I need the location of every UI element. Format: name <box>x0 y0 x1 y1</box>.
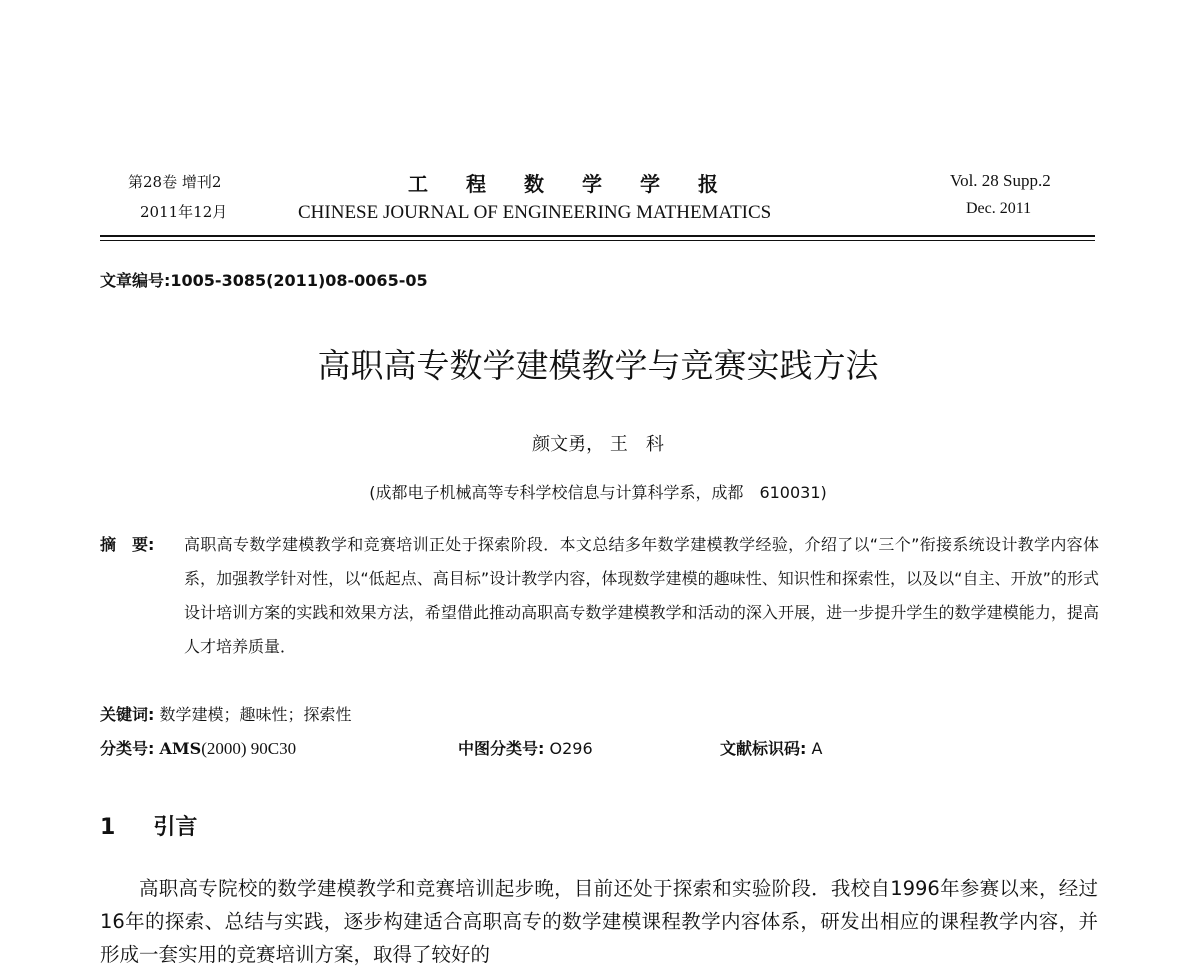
affiliation: (成都电子机械高等专科学校信息与计算科学系，成都 610031) <box>369 483 827 502</box>
date-en: Dec. 2011 <box>966 200 1032 217</box>
volume-info: 第28卷 增刊2 <box>128 173 222 191</box>
keywords-text: 数学建模；趣味性；探索性 <box>159 705 352 724</box>
clc-code: O296 <box>549 739 593 758</box>
header-rule <box>100 235 1095 237</box>
classification <box>100 736 296 759</box>
ams-label: AMS <box>159 739 202 758</box>
class-label: 分类号: <box>100 739 155 758</box>
abstract-label: 摘 要: <box>100 535 155 554</box>
doc-value: A <box>811 739 823 758</box>
section-heading <box>100 810 197 841</box>
clc <box>458 736 593 759</box>
section-number: 1 <box>100 815 116 840</box>
volume-en: Vol. 28 Supp.2 <box>950 171 1051 190</box>
abstract <box>100 528 1100 664</box>
body-text: 高职高专院校的数学建模教学和竞赛培训起步晚，目前还处于探索和实验阶段．我校自1996年参赛以来，经过16年的探索、总结与实践，逐步构建适合高职高专的数学建模课程教学内容体系，研发出相应的课程教学内容，并形成一套实用的竞赛培训方案，取得了较好的 <box>100 877 1098 966</box>
date-cn: 2011年12月 <box>140 203 228 221</box>
header-rule-thin <box>100 240 1095 241</box>
journal-title-en: CHINESE JOURNAL OF ENGINEERING MATHEMATICS <box>298 202 772 223</box>
keywords-label: 关键词: <box>100 705 155 724</box>
article-number: 文章编号:1005-3085(2011)08-0065-05 <box>100 271 428 290</box>
doc-code <box>720 736 822 759</box>
doc-label: 文献标识码: <box>720 739 807 758</box>
abstract-text: 高职高专数学建模教学和竞赛培训正处于探索阶段．本文总结多年数学建模教学经验，介绍了以“三个”衔接系统设计教学内容体系，加强教学针对性，以“低起点、高目标”设计教学内容，体现数学建模的趣味性、知识性和探索性，以及以“自主、开放”的形式设计培训方案的实践和效果方法，希望借此推动高职高专数学建模教学和活动的深入开展，进一步提升学生的数学建模能力，提高人才培养质量． <box>184 535 1099 656</box>
ams-code: (2000) 90C30 <box>201 739 297 758</box>
authors: 颜文勇， 王 科 <box>532 434 664 455</box>
clc-label: 中图分类号: <box>458 739 545 758</box>
paper-title: 高职高专数学建模教学与竞赛实践方法 <box>317 346 879 385</box>
section-title: 引言 <box>153 815 198 840</box>
keywords <box>100 702 352 725</box>
journal-title-cn: 工程数学学报 <box>408 172 756 196</box>
